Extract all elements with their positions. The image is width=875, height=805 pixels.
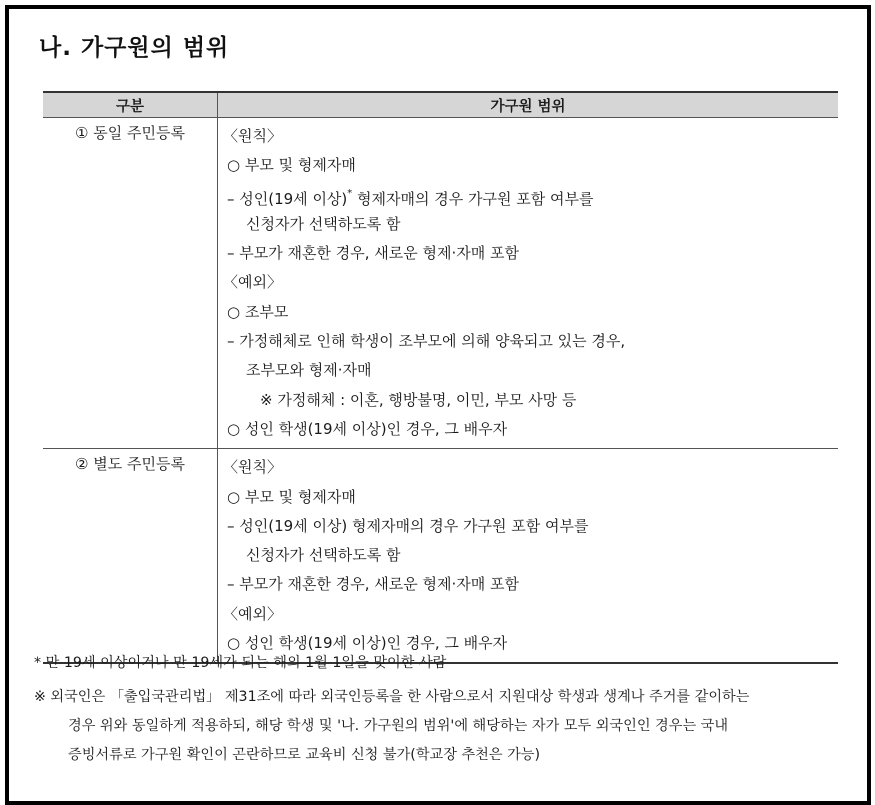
content-line (223, 453, 838, 482)
content-line-text: 〈원칙〉 (223, 127, 282, 145)
content-line-text: 〈예외〉 (223, 273, 282, 292)
content-line (223, 210, 838, 239)
content-line (223, 239, 838, 268)
content-lines (218, 449, 838, 662)
content-line-text: ○ 성인 학생(19세 이상)인 경우, 그 배우자 (227, 634, 508, 653)
footnote-marker: * (347, 187, 353, 199)
content-line (223, 483, 838, 512)
content-line-text: 형제자매의 경우 가구원 포함 여부를 (352, 189, 594, 208)
table-header-row (43, 92, 838, 118)
row-label: ② 별도 주민등록 (43, 449, 218, 664)
header-scope: 가구원 범위 (218, 92, 839, 118)
content-line (223, 600, 838, 629)
content-line-text: ○ 부모 및 형제자매 (227, 487, 356, 506)
content-line (223, 298, 838, 327)
content-lines (218, 118, 838, 448)
content-line-text: ○ 성인 학생(19세 이상)인 경우, 그 배우자 (227, 419, 508, 438)
footnote-line: ※ 외국인은 「출입국관리법」 제31조에 따라 외국인등록을 한 사람으로서 지원대상 학생과 생계나 주거를 같이하는 (34, 689, 750, 705)
content-line-text: – 부모가 재혼한 경우, 새로운 형제·자매 포함 (227, 575, 519, 594)
content-line (223, 327, 838, 356)
content-line-text: 신청자가 선택하도록 함 (246, 546, 401, 565)
row-label: ① 동일 주민등록 (43, 118, 218, 449)
footnote-line: 경우 위와 동일하게 적용하되, 해당 학생 및 '나. 가구원의 범위'에 해당하는 자가 모두 외국인인 경우는 국내 (68, 718, 729, 734)
content-line-text: 〈원칙〉 (223, 458, 282, 477)
section-title: 나. 가구원의 범위 (39, 35, 230, 61)
content-line-text: 〈예외〉 (223, 604, 282, 623)
content-line (223, 541, 838, 570)
header-category: 구분 (43, 92, 218, 118)
content-line (223, 151, 838, 180)
household-scope-table (43, 91, 838, 664)
table-row (43, 449, 838, 664)
content-line-text: – 성인(19세 이상) (227, 189, 348, 208)
content-line (223, 386, 838, 415)
row-content (218, 449, 839, 664)
footnote-age: * 만 19세 이상이거나 만 19세가 되는 해의 1월 1일을 맞이한 사람 (34, 655, 447, 671)
content-line-text: ○ 조부모 (227, 302, 289, 321)
content-line-text: – 부모가 재혼한 경우, 새로운 형제·자매 포함 (227, 244, 519, 263)
row-content (218, 118, 839, 449)
footnote-line: 증빙서류로 가구원 확인이 곤란하므로 교육비 신청 불가(학교장 추천은 가능) (68, 747, 541, 763)
content-line-text: – 성인(19세 이상) 형제자매의 경우 가구원 포함 여부를 (227, 516, 589, 535)
content-line-text: ※ 가정해체 : 이혼, 행방불명, 이민, 부모 사망 등 (260, 390, 577, 409)
content-line (223, 356, 838, 385)
content-line (223, 268, 838, 297)
content-line (223, 415, 838, 444)
content-line (223, 181, 838, 210)
content-line (223, 512, 838, 541)
footnotes (34, 649, 849, 770)
content-line-text: 신청자가 선택하도록 함 (246, 214, 401, 233)
document-frame (5, 5, 871, 805)
content-line-text: 조부모와 형제·자매 (246, 361, 372, 380)
content-line-text: – 가정해체로 인해 학생이 조부모에 의해 양육되고 있는 경우, (227, 332, 626, 351)
content-line (223, 570, 838, 599)
content-line-text: ○ 부모 및 형제자매 (227, 156, 356, 175)
content-line (223, 122, 838, 151)
table-row (43, 118, 838, 449)
footnote-foreigner (34, 683, 849, 770)
